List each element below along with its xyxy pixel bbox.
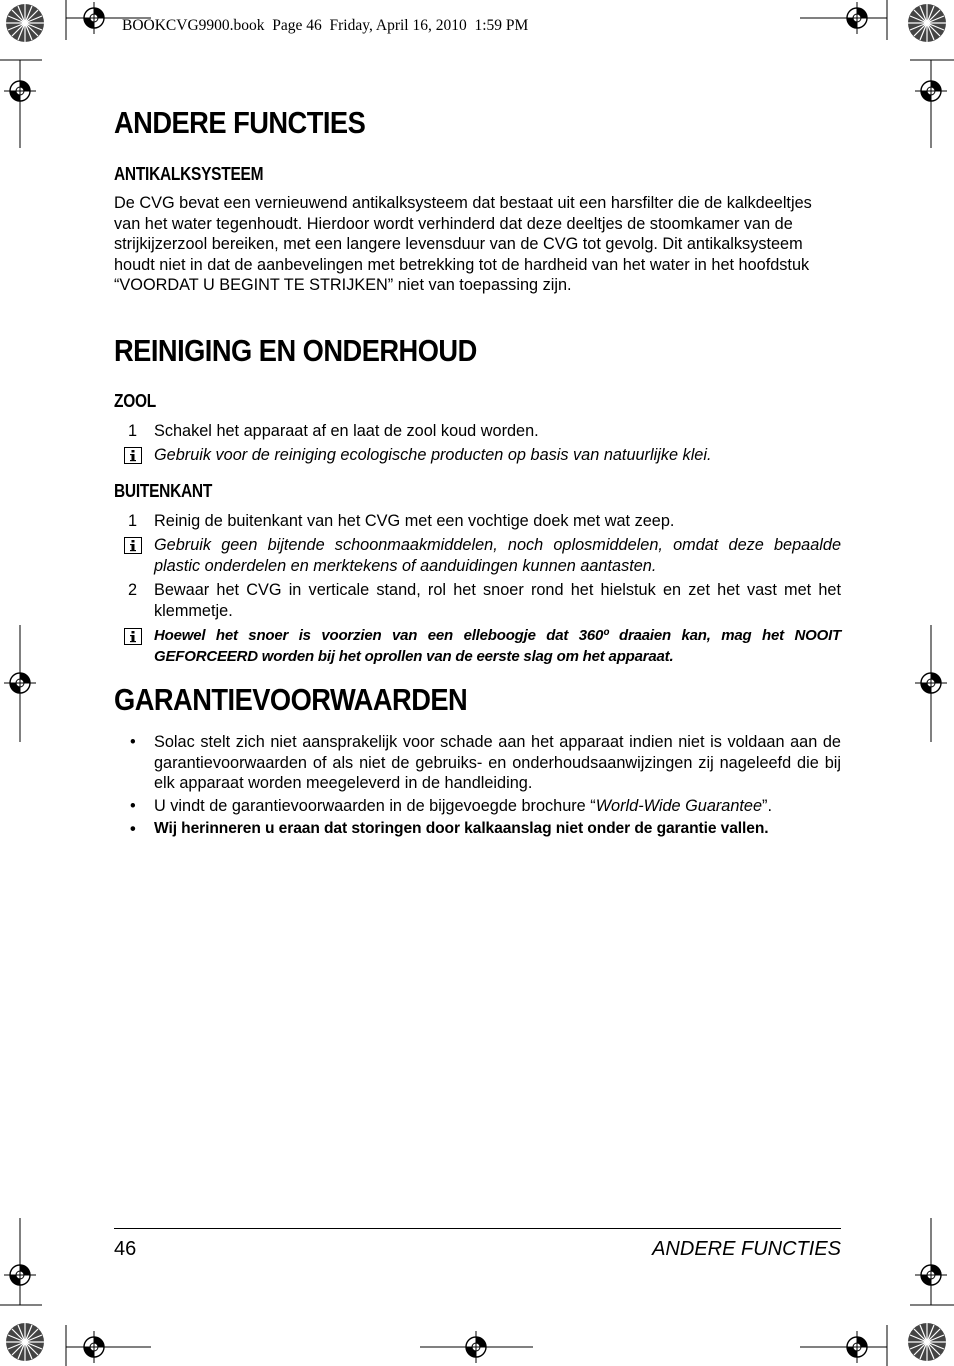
zool-note-1 bbox=[114, 445, 841, 466]
bullet-text-post: ”. bbox=[762, 797, 772, 815]
slug-line: BOOKCVG9900.book Page 46 Friday, April 16, 2010 1:59 PM bbox=[122, 17, 529, 34]
running-title: ANDERE FUNCTIES bbox=[652, 1238, 841, 1260]
heading-antikalksysteem: ANTIKALKSYSTEEM bbox=[114, 164, 264, 184]
step-text: Schakel het apparaat af en laat de zool koud worden. bbox=[154, 422, 539, 440]
step-number: 1 bbox=[128, 512, 138, 530]
bullet: • bbox=[130, 733, 136, 751]
page-number: 46 bbox=[114, 1238, 137, 1260]
bullet-text bbox=[154, 796, 841, 817]
step-text: Reinig de buitenkant van het CVG met een vochtige doek met wat zeep. bbox=[154, 512, 675, 530]
info-icon bbox=[124, 537, 142, 554]
section-title-garantie: GARANTIEVOORWAARDEN bbox=[114, 682, 468, 717]
bullet: • bbox=[130, 797, 136, 815]
section-title-reiniging: REINIGING EN ONDERHOUD bbox=[114, 333, 477, 368]
buitenkant-step-2 bbox=[114, 580, 841, 621]
step-number: 1 bbox=[128, 422, 138, 440]
step-number: 2 bbox=[128, 581, 138, 599]
bullet-text: Solac stelt zich niet aansprakelijk voor schade aan het apparaat indien niet is voldaan aan de garantievoorwaarden of als niet de gebruiks- en onderhoudsaanwijzingen zij nageleefd die bij elk apparaat worden meegeleverd in de handleiding. bbox=[154, 733, 841, 792]
info-icon bbox=[124, 447, 142, 464]
step-text: Bewaar het CVG in verticale stand, rol het snoer rond het hielstuk en zet het vast met het klemmetje. bbox=[154, 581, 841, 620]
garantie-bullet-1 bbox=[114, 732, 841, 794]
note-text: Gebruik voor de reiniging ecologische producten op basis van natuurlijke klei. bbox=[154, 446, 712, 464]
bullet-text-pre: U vindt de garantievoorwaarden in de bijgevoegde brochure “ bbox=[154, 797, 596, 815]
footer-rule bbox=[114, 1228, 841, 1229]
heading-buitenkant: BUITENKANT bbox=[114, 481, 213, 501]
zool-step-1 bbox=[114, 421, 841, 442]
buitenkant-step-1 bbox=[114, 511, 841, 532]
antikalk-body: De CVG bevat een vernieuwend antikalksysteem dat bestaat uit een harsfilter die de kalkdeeltjes van het water tegenhoudt. Hierdoor wordt verhinderd dat deze deeltjes de stoomkamer van de strijkijzerzool bereiken, met een langere levensduur van de CVG tot gevolg. Dit antikalksysteem houdt niet in dat de aanbevelingen met betrekking tot de hardheid van het water in het hoofdstuk “VOORDAT U BEGINT TE STRIJKEN” niet van toepassing zijn. bbox=[114, 194, 812, 294]
bullet: • bbox=[130, 820, 136, 838]
info-icon bbox=[124, 628, 142, 645]
note-text: Gebruik geen bijtende schoonmaakmiddelen, noch oplosmiddelen, omdat deze bepaalde plastic onderdelen en merktekens of aanduidingen kunnen aantasten. bbox=[154, 536, 841, 575]
garantie-bullet-3 bbox=[114, 819, 841, 840]
note-text: Hoewel het snoer is voorzien van een elleboogje dat 360º draaien kan, mag het NOOIT GEFORCEERD worden bij het oprollen van de eerste slag om het apparaat. bbox=[154, 627, 841, 665]
heading-zool: ZOOL bbox=[114, 391, 156, 411]
buitenkant-note-2 bbox=[114, 626, 841, 667]
brochure-title: World-Wide Guarantee bbox=[595, 797, 763, 815]
garantie-bullet-2 bbox=[114, 796, 841, 817]
buitenkant-note-1 bbox=[114, 535, 841, 576]
bullet-text: Wij herinneren u eraan dat storingen door kalkaanslag niet onder de garantie vallen. bbox=[154, 820, 769, 837]
section-title-andere-functies: ANDERE FUNCTIES bbox=[114, 105, 366, 140]
